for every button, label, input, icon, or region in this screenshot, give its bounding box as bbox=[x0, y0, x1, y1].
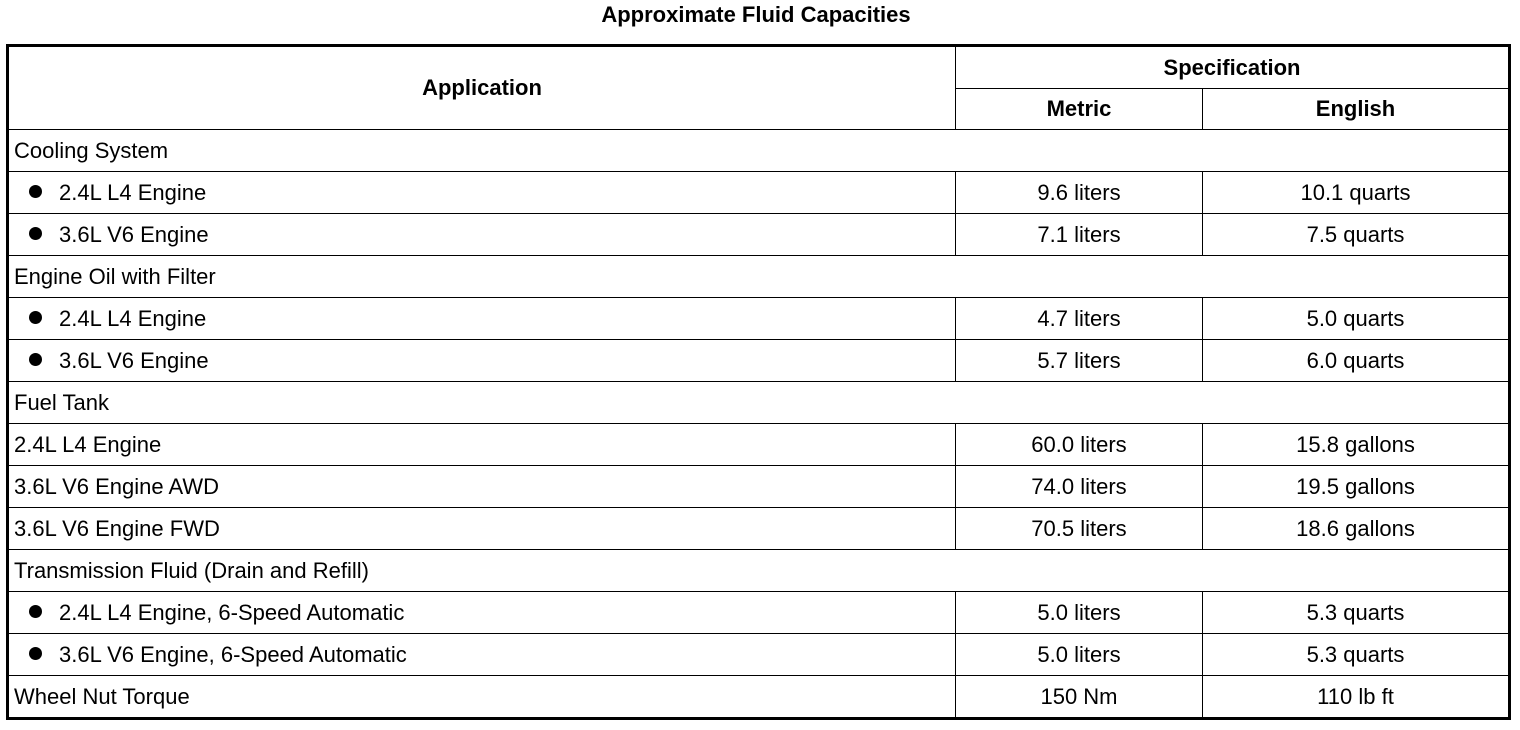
table-row bbox=[8, 466, 1510, 508]
application-label: 3.6L V6 Engine bbox=[59, 221, 209, 247]
section-label: Cooling System bbox=[8, 130, 1510, 172]
application-cell bbox=[8, 424, 956, 466]
application-label: 3.6L V6 Engine bbox=[59, 347, 209, 373]
application-label: 2.4L L4 Engine bbox=[14, 431, 162, 457]
bullet-icon bbox=[29, 353, 42, 366]
application-header: Application bbox=[8, 46, 956, 130]
english-value: 18.6 gallons bbox=[1203, 508, 1510, 550]
section-label: Transmission Fluid (Drain and Refill) bbox=[8, 550, 1510, 592]
metric-header: Metric bbox=[956, 89, 1203, 130]
application-label: 2.4L L4 Engine, 6-Speed Automatic bbox=[59, 599, 405, 625]
table-row bbox=[8, 340, 1510, 382]
header-row bbox=[8, 46, 1510, 89]
metric-value: 150 Nm bbox=[956, 676, 1203, 719]
application-cell bbox=[8, 592, 956, 634]
application-label: 3.6L V6 Engine FWD bbox=[14, 515, 220, 541]
application-label: 2.4L L4 Engine bbox=[59, 179, 207, 205]
table-row bbox=[8, 172, 1510, 214]
application-cell bbox=[8, 298, 956, 340]
metric-value: 74.0 liters bbox=[956, 466, 1203, 508]
metric-value: 5.0 liters bbox=[956, 634, 1203, 676]
application-cell bbox=[8, 214, 956, 256]
bullet-icon bbox=[29, 647, 42, 660]
metric-value: 60.0 liters bbox=[956, 424, 1203, 466]
english-value: 7.5 quarts bbox=[1203, 214, 1510, 256]
application-cell bbox=[8, 340, 956, 382]
english-value: 6.0 quarts bbox=[1203, 340, 1510, 382]
table-row bbox=[8, 634, 1510, 676]
table-body bbox=[8, 130, 1510, 719]
application-cell bbox=[8, 466, 956, 508]
section-row bbox=[8, 550, 1510, 592]
application-cell bbox=[8, 172, 956, 214]
english-value: 5.3 quarts bbox=[1203, 592, 1510, 634]
application-cell bbox=[8, 634, 956, 676]
application-cell bbox=[8, 508, 956, 550]
application-label: 3.6L V6 Engine, 6-Speed Automatic bbox=[59, 641, 407, 667]
section-label: Engine Oil with Filter bbox=[8, 256, 1510, 298]
table-title: Approximate Fluid Capacities bbox=[601, 2, 911, 27]
fluid-capacities-table bbox=[6, 44, 1511, 720]
english-value: 19.5 gallons bbox=[1203, 466, 1510, 508]
english-value: 5.3 quarts bbox=[1203, 634, 1510, 676]
section-row bbox=[8, 382, 1510, 424]
application-label: 3.6L V6 Engine AWD bbox=[14, 473, 220, 499]
section-row bbox=[8, 130, 1510, 172]
bullet-icon bbox=[29, 227, 42, 240]
application-cell bbox=[8, 676, 956, 719]
table-row bbox=[8, 214, 1510, 256]
english-value: 5.0 quarts bbox=[1203, 298, 1510, 340]
table-row bbox=[8, 676, 1510, 719]
bullet-icon bbox=[29, 605, 42, 618]
table-row bbox=[8, 424, 1510, 466]
table-row bbox=[8, 508, 1510, 550]
metric-value: 9.6 liters bbox=[956, 172, 1203, 214]
english-value: 15.8 gallons bbox=[1203, 424, 1510, 466]
english-header: English bbox=[1203, 89, 1510, 130]
metric-value: 5.0 liters bbox=[956, 592, 1203, 634]
bullet-icon bbox=[29, 185, 42, 198]
table-row bbox=[8, 592, 1510, 634]
table-row bbox=[8, 298, 1510, 340]
metric-value: 7.1 liters bbox=[956, 214, 1203, 256]
section-label: Fuel Tank bbox=[8, 382, 1510, 424]
metric-value: 5.7 liters bbox=[956, 340, 1203, 382]
application-label: 2.4L L4 Engine bbox=[59, 305, 207, 331]
section-row bbox=[8, 256, 1510, 298]
metric-value: 4.7 liters bbox=[956, 298, 1203, 340]
english-value: 10.1 quarts bbox=[1203, 172, 1510, 214]
metric-value: 70.5 liters bbox=[956, 508, 1203, 550]
application-label: Wheel Nut Torque bbox=[14, 683, 190, 709]
specification-header: Specification bbox=[956, 46, 1510, 89]
english-value: 110 lb ft bbox=[1203, 676, 1510, 719]
bullet-icon bbox=[29, 311, 42, 324]
